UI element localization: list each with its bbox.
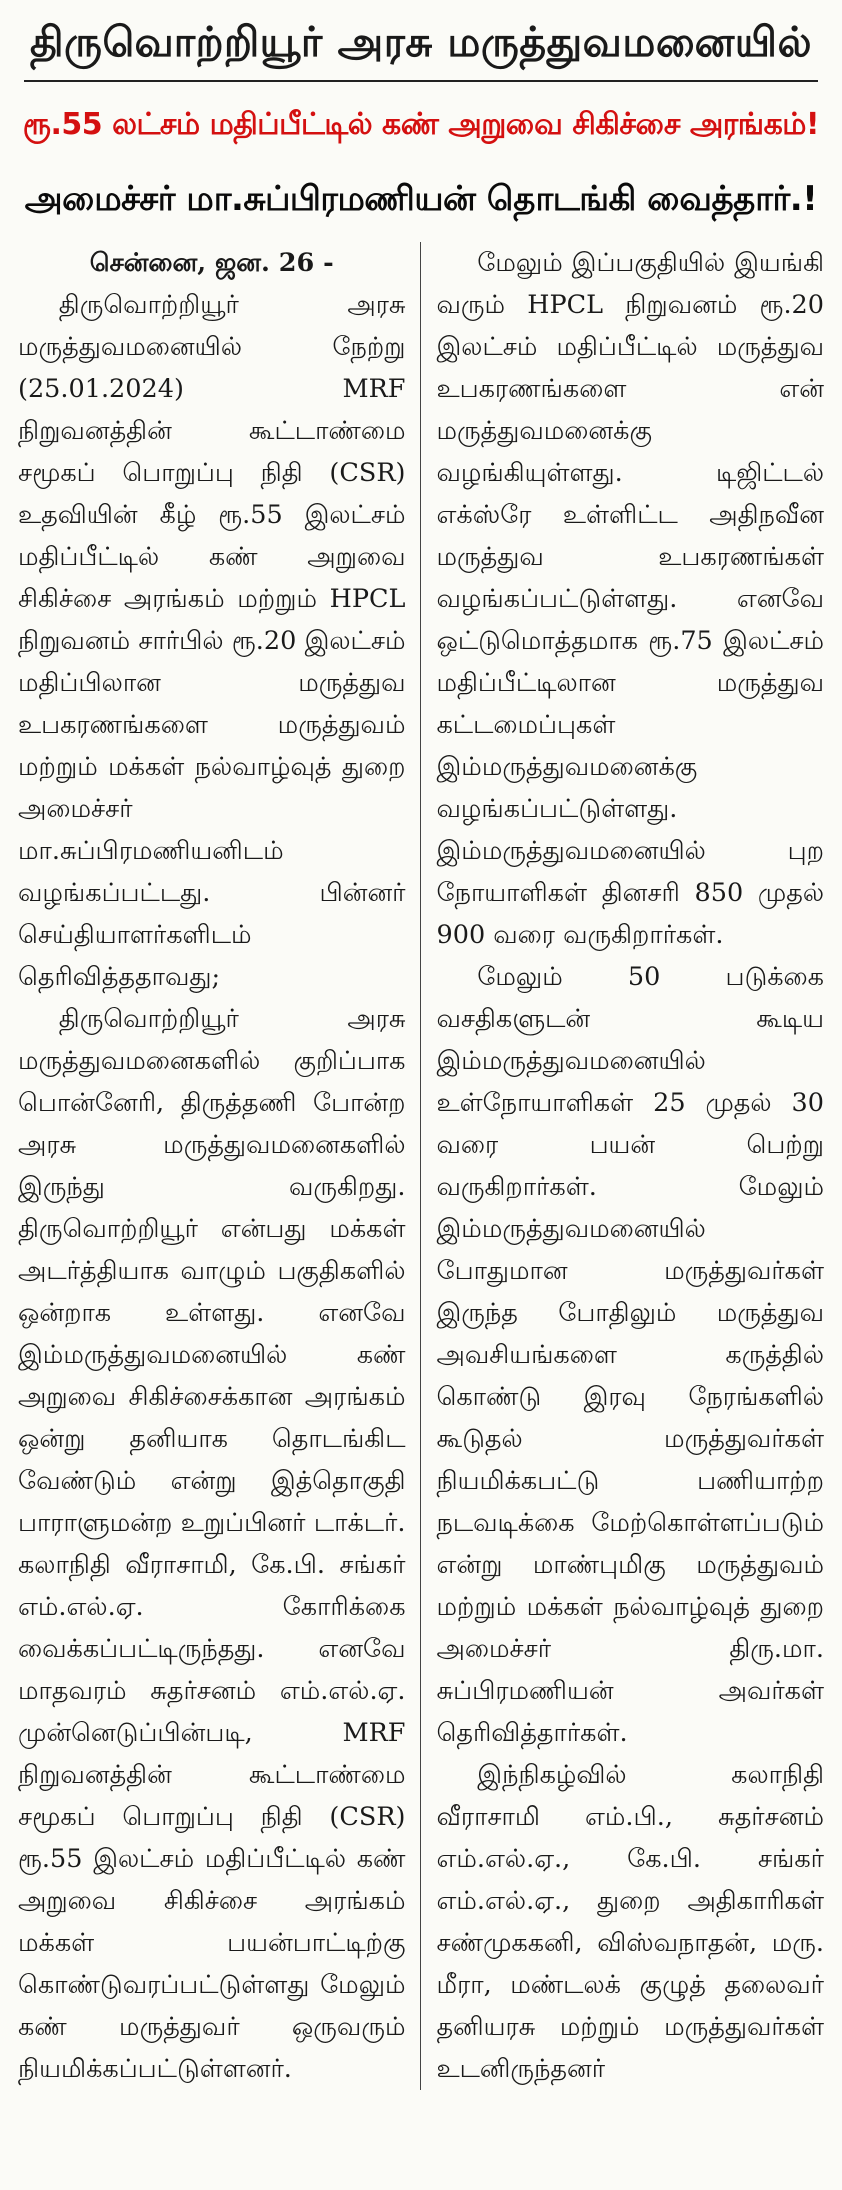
paragraph: மேலும் இப்பகுதியில் இயங்கி வரும் HPCL நிறுவனம் ரூ.20 இலட்சம் மதிப்பீட்டில் மருத்துவ உபகரணங்களை என் மருத்துவமனைக்கு வழங்கியுள்ளது. டிஜிட்டல் எக்ஸ்ரே உள்ளிட்ட அதிநவீன மருத்துவ உபகரணங்கள் வழங்கப்பட்டுள்ளது. எனவே ஒட்டுமொத்தமாக ரூ.75 இலட்சம் மதிப்பீட்டிலான மருத்துவ கட்டமைப்புகள் இம்மருத்துவமனைக்கு வழங்கப்பட்டுள்ளது. இம்மருத்துவமனையில் புற நோயாளிகள் தினசரி 850 முதல் 900 வரை வருகிறார்கள்.	[436, 248, 824, 950]
paragraph: இந்நிகழ்வில் கலாநிதி வீராசாமி எம்.பி., சுதர்சனம் எம்.எல்.ஏ., கே.பி. சங்கர் எம்.எல்.ஏ., துறை அதிகாரிகள் சண்முககனி, விஸ்வநாதன், மரு. மீரா, மண்டலக் குழுத் தலைவர் தனியரசு மற்றும் மருத்துவர்கள் உடனிருந்தனர்	[436, 1760, 824, 2084]
title-divider	[24, 80, 818, 82]
kicker-title: திருவொற்றியூர் அரசு மருத்துவமனையில்	[29, 18, 813, 66]
dateline: சென்னை, ஜன. 26 -	[89, 248, 334, 278]
paragraph: திருவொற்றியூர் அரசு மருத்துவமனைகளில் குறிப்பாக பொன்னேரி, திருத்தணி போன்ற அரசு மருத்துவமனைகளில் இருந்து வருகிறது. திருவொற்றியூர் என்பது மக்கள் அடர்த்தியாக வாழும் பகுதிகளில் ஒன்றாக உள்ளது. எனவே இம்மருத்துவமனையில் கண் அறுவை சிகிச்சைக்கான அரங்கம் ஒன்று தனியாக தொடங்கிட வேண்டும் என்று இத்தொகுதி பாராளுமன்ற உறுப்பினர் டாக்டர். கலாநிதி வீராசாமி, கே.பி. சங்கர் எம்.எல்.ஏ. கோரிக்கை வைக்கப்பட்டிருந்தது. எனவே மாதவரம் சுதர்சனம் எம்.எல்.ஏ. முன்னெடுப்பின்படி, MRF நிறுவனத்தின் கூட்டாண்மை சமூகப் பொறுப்பு நிதி (CSR) ரூ.55 இலட்சம் மதிப்பீட்டில் கண் அறுவை சிகிச்சை அரங்கம் மக்கள் பயன்பாட்டிற்கு கொண்டுவரப்பட்டுள்ளது மேலும் கண் மருத்துவர் ஒருவரும் நியமிக்கப்பட்டுள்ளனர்.	[18, 1004, 406, 2084]
headline: ரூ.55 லட்சம் மதிப்பீட்டில் கண் அறுவை சிகிச்சை அரங்கம்!	[22, 107, 820, 142]
paragraph: மேலும் 50 படுக்கை வசதிகளுடன் கூடிய இம்மருத்துவமனையில் உள்நோயாளிகள் 25 முதல் 30 வரை பயன் பெற்று வருகிறார்கள். மேலும் இம்மருத்துவமனையில் போதுமான மருத்துவர்கள் இருந்த போதிலும் மருத்துவ அவசியங்களை கருத்தில் கொண்டு இரவு நேரங்களில் கூடுதல் மருத்துவர்கள் நியமிக்கபட்டு பணியாற்ற நடவடிக்கை மேற்கொள்ளப்படும் என்று மாண்புமிகு மருத்துவம் மற்றும் மக்கள் நல்வாழ்வுத் துறை அமைச்சர் திரு.மா. சுப்பிரமணியன் அவர்கள் தெரிவித்தார்கள்.	[436, 962, 824, 1748]
right-column	[421, 242, 825, 2090]
left-column	[18, 242, 421, 2090]
paragraph: திருவொற்றியூர் அரசு மருத்துவமனையில் நேற்று (25.01.2024) MRF நிறுவனத்தின் கூட்டாண்மை சமூகப் பொறுப்பு நிதி (CSR) உதவியின் கீழ் ரூ.55 இலட்சம் மதிப்பீட்டில் கண் அறுவை சிகிச்சை அரங்கம் மற்றும் HPCL நிறுவனம் சார்பில் ரூ.20 இலட்சம் மதிப்பிலான மருத்துவ உபகரணங்களை மருத்துவம் மற்றும் மக்கள் நல்வாழ்வுத் துறை அமைச்சர் மா.சுப்பிரமணியனிடம் வழங்கப்பட்டது. பின்னர் செய்தியாளர்களிடம் தெரிவித்ததாவது;	[18, 290, 406, 992]
subheadline: அமைச்சர் மா.சுப்பிரமணியன் தொடங்கி வைத்தார்.!	[24, 179, 818, 219]
article-body	[18, 242, 824, 2090]
